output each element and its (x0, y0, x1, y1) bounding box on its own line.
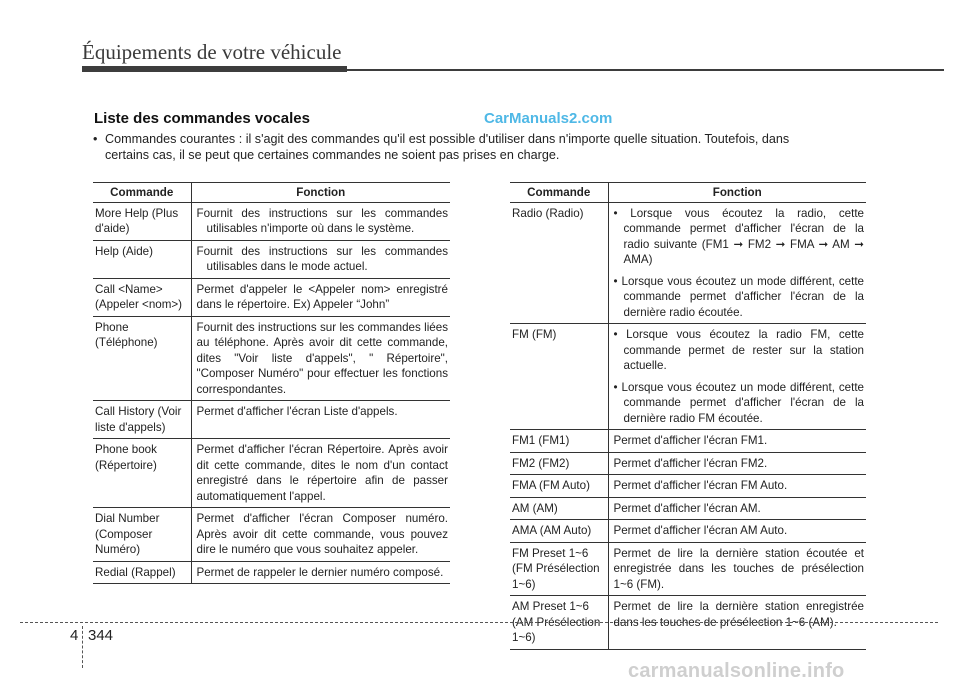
command-cell: Phone (Téléphone) (93, 316, 191, 401)
table-row (510, 430, 866, 453)
watermark-carmanuals2: CarManuals2.com (484, 110, 613, 127)
intro-paragraph (93, 131, 867, 163)
command-cell: Redial (Rappel) (93, 561, 191, 584)
command-cell: FM Preset 1~6 (FM Présélection 1~6) (510, 542, 608, 596)
table-row (93, 401, 450, 439)
function-cell: Fournit des instructions sur les commandes utilisables n'importe où dans le système. (191, 202, 450, 240)
table-row (510, 475, 866, 498)
function-bullet: • Lorsque vous écoutez la radio, cette commande permet d'afficher l'écran de la radio suivante (FM1 ➞ FM2 ➞ FMA ➞ AM ➞ AMA) (613, 206, 864, 266)
page-number: 344 (88, 627, 114, 644)
function-cell: Permet d'afficher l'écran Composer numéro. Après avoir dit cette commande, vous pouvez dire le numéro que vous souhaitez appeler. (191, 508, 450, 562)
table-row (93, 240, 450, 278)
chapter-number: 4 (70, 627, 79, 644)
function-cell: Permet d'afficher l'écran FM2. (608, 452, 866, 475)
function-cell: Permet d'afficher l'écran FM Auto. (608, 475, 866, 498)
table-row (510, 520, 866, 543)
function-cell: Permet d'appeler le <Appeler nom> enregistré dans le répertoire. Ex) Appeler “John” (191, 278, 450, 316)
function-bullet: • Lorsque vous écoutez un mode différent, cette commande permet d'afficher l'écran de la dernière radio écoutée. (613, 274, 864, 319)
function-bullet: • Lorsque vous écoutez la radio FM, cette commande permet de rester sur la station actuelle. (613, 328, 864, 372)
function-cell: Permet de lire la dernière station écoutée et enregistrée dans les touches de présélection 1~6 (FM). (608, 542, 866, 596)
right-header-command: Commande (510, 183, 608, 203)
table-row (93, 561, 450, 584)
table-row (93, 316, 450, 401)
table-row (510, 542, 866, 596)
intro-line-2: certains cas, il se peut que certaines commandes ne soient pas prises en charge. (105, 148, 560, 162)
left-header-command: Commande (93, 183, 191, 203)
table-row (510, 497, 866, 520)
intro-bullet: • (93, 132, 98, 146)
table-row (93, 439, 450, 508)
section-title: Liste des commandes vocales (94, 110, 310, 127)
command-cell: More Help (Plus d'aide) (93, 202, 191, 240)
function-cell: Fournit des instructions sur les commandes utilisables dans le mode actuel. (191, 240, 450, 278)
table-row (510, 324, 866, 430)
footer-vertical-dash (82, 626, 83, 668)
function-cell: Permet de rappeler le dernier numéro composé. (191, 561, 450, 584)
function-cell: Permet d'afficher l'écran AM. (608, 497, 866, 520)
command-cell: FM (FM) (510, 324, 608, 430)
command-cell: Call History (Voir liste d'appels) (93, 401, 191, 439)
function-cell: Permet d'afficher l'écran Répertoire. Après avoir dit cette commande, dites le nom d'un contact enregistré dans le répertoire afin de passer automatiquement l'appel. (191, 439, 450, 508)
function-cell (608, 324, 866, 430)
command-cell: Call <Name> (Appeler <nom>) (93, 278, 191, 316)
function-cell: Permet d'afficher l'écran AM Auto. (608, 520, 866, 543)
function-cell: Fournit des instructions sur les commandes liées au téléphone. Après avoir dit cette commande, dites "Voir liste d'appels", " Répertoire", "Composer Numéro" pour effectuer les fonctions correspondantes. (191, 316, 450, 401)
watermark-carmanualsonline: carmanualsonline.info (628, 660, 845, 682)
command-cell: FM1 (FM1) (510, 430, 608, 453)
command-cell: Radio (Radio) (510, 202, 608, 324)
footer-dashed-rule (20, 622, 938, 623)
intro-line-1: Commandes courantes : il s'agit des commandes qu'il est possible d'utiliser dans n'importe quelle situation. Toutefois, dans (105, 132, 790, 146)
table-row (93, 278, 450, 316)
voice-commands-table-left (93, 182, 450, 584)
command-cell: Phone book (Répertoire) (93, 439, 191, 508)
header-rule-thin (347, 69, 944, 71)
voice-commands-table-right (510, 182, 866, 650)
left-header-function: Fonction (191, 183, 450, 203)
table-row (93, 202, 450, 240)
function-cell: Permet d'afficher l'écran FM1. (608, 430, 866, 453)
command-cell: FM2 (FM2) (510, 452, 608, 475)
table-row (93, 508, 450, 562)
command-cell: Dial Number (Composer Numéro) (93, 508, 191, 562)
command-cell: AMA (AM Auto) (510, 520, 608, 543)
function-bullet: • Lorsque vous écoutez un mode différent, cette commande permet d'afficher l'écran de la dernière radio FM écoutée. (613, 380, 864, 425)
command-cell: FMA (FM Auto) (510, 475, 608, 498)
table-row (510, 452, 866, 475)
command-cell: AM Preset 1~6 (AM Présélection 1~6) (510, 596, 608, 650)
function-cell: Permet d'afficher l'écran Liste d'appels. (191, 401, 450, 439)
function-cell: Permet de lire la dernière station enregistrée dans les touches de présélection 1~6 (AM). (608, 596, 866, 650)
function-cell (608, 202, 866, 324)
command-cell: AM (AM) (510, 497, 608, 520)
table-row (510, 202, 866, 324)
page-header-title: Équipements de votre véhicule (82, 40, 342, 64)
command-cell: Help (Aide) (93, 240, 191, 278)
header-rule-thick (82, 66, 347, 72)
right-header-function: Fonction (608, 183, 866, 203)
